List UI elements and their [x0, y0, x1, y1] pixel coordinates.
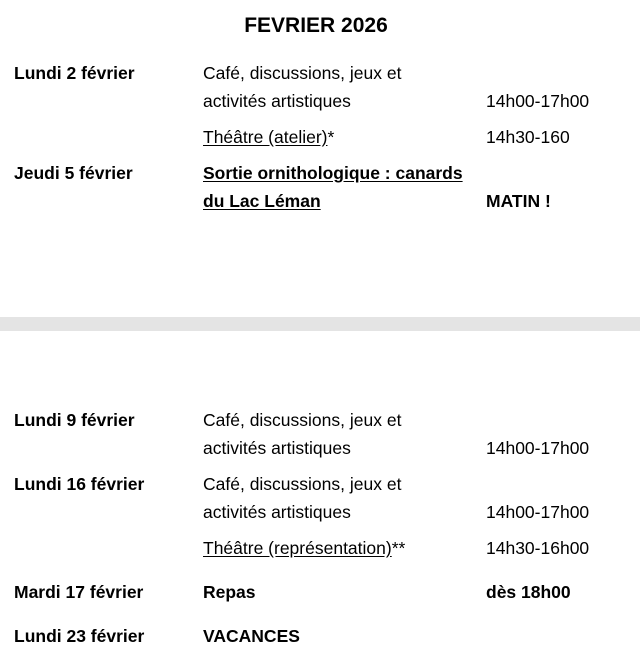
- event-description: [203, 159, 483, 215]
- event-description: Repas: [203, 582, 256, 602]
- event-time: 14h00-17h00: [486, 438, 590, 458]
- event-description-line: activités artistiques: [203, 438, 351, 458]
- event-date: Lundi 23 février: [14, 626, 145, 646]
- event-time: 14h00-17h00: [486, 91, 590, 111]
- event-description: VACANCES: [203, 626, 300, 646]
- footnote-marker: **: [391, 538, 406, 558]
- event-description-line: activités artistiques: [203, 502, 351, 522]
- event-time: MATIN !: [486, 191, 551, 211]
- event-description-line: Café, discussions, jeux et: [203, 474, 402, 494]
- event-time: dès 18h00: [486, 582, 571, 602]
- event-description-line: activités artistiques: [203, 91, 351, 111]
- event-description-line: [203, 159, 483, 187]
- event-description: [203, 123, 483, 151]
- event-time: 14h30-16h00: [486, 538, 590, 558]
- page-separator: [0, 317, 640, 331]
- event-description: [203, 470, 483, 526]
- event-description: [203, 406, 483, 462]
- footnote-marker: *: [327, 127, 335, 147]
- theatre-performance-link[interactable]: Théâtre (représentation): [203, 538, 392, 558]
- event-date: Mardi 17 février: [14, 582, 144, 602]
- event-description-line: Café, discussions, jeux et: [203, 410, 402, 430]
- event-description-line: Café, discussions, jeux et: [203, 63, 402, 83]
- ornithology-outing-link[interactable]: Sortie ornithologique : canards: [203, 163, 463, 183]
- event-time: 14h00-17h00: [486, 502, 590, 522]
- event-description: [203, 59, 483, 115]
- ornithology-outing-link[interactable]: du Lac Léman: [203, 191, 321, 211]
- event-date: Lundi 9 février: [14, 410, 135, 430]
- page-title: FEVRIER 2026: [244, 14, 388, 37]
- event-description: [203, 534, 483, 562]
- event-date: Lundi 2 février: [14, 63, 135, 83]
- event-date: Lundi 16 février: [14, 474, 145, 494]
- event-time: 14h30-160: [486, 127, 570, 147]
- event-description-line: [203, 187, 483, 215]
- theatre-workshop-link[interactable]: Théâtre (atelier): [203, 127, 328, 147]
- event-date: Jeudi 5 février: [14, 163, 133, 183]
